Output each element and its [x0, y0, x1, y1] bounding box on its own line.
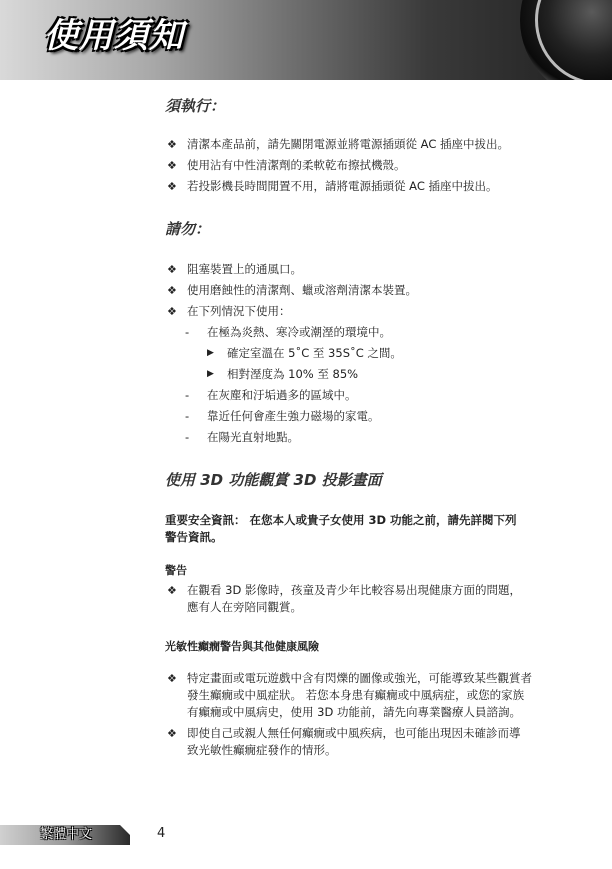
list-subitem: - 在灰塵和汙垢過多的區域中。	[185, 388, 357, 402]
diamond-bullet-icon: ❖	[167, 284, 177, 297]
list-item: ❖ 特定畫面或電玩遊戲中含有閃爍的圖像或強光，可能導致某些觀賞者 發生癲癇或中風症狀。 若您本身患有癲癇或中風病症，或您的家族 有癲癇或中風病史，使用 3D 功能前，請先向專業醫療人員諮詢。	[167, 671, 532, 719]
diamond-bullet-icon: ❖	[167, 180, 177, 193]
header-banner	[0, 0, 612, 80]
dash-bullet: -	[185, 430, 190, 444]
dash-bullet: -	[185, 388, 190, 402]
dash-bullet: -	[185, 325, 190, 339]
epilepsy-heading: 光敏性癲癇警告與其他健康風險	[165, 640, 319, 653]
footer-language-label: 繁體中文	[40, 827, 93, 842]
list-item: ❖ 若投影機長時間閒置不用，請將電源插頭從 AC 插座中拔出。	[167, 179, 498, 193]
list-item: ❖ 即使自己或親人無任何癲癇或中風疾病，也可能出現因未確診而導 致光敏性癲癇症發作的情形。	[167, 726, 521, 757]
diamond-bullet-icon: ❖	[167, 138, 177, 151]
section-heading-mustnot: 請勿：	[165, 220, 211, 238]
page-title: 使用須知	[44, 16, 184, 56]
list-item: ❖ 在觀看 3D 影像時，孩童及青少年比較容易出現健康方面的問題， 應有人在旁陪同觀賞。	[167, 583, 521, 614]
diamond-bullet-icon: ❖	[167, 584, 177, 597]
list-item: ❖ 阻塞裝置上的通風口。	[167, 262, 302, 276]
diamond-bullet-icon: ❖	[167, 159, 177, 172]
dash-bullet: -	[185, 409, 190, 423]
list-item: ❖ 清潔本產品前，請先關閉電源並將電源插頭從 AC 插座中拔出。	[167, 137, 510, 151]
diamond-bullet-icon: ❖	[167, 672, 177, 685]
diamond-bullet-icon: ❖	[167, 263, 177, 276]
content-area	[165, 96, 575, 759]
list-subitem: - 靠近任何會產生強力磁場的家電。	[185, 409, 380, 423]
list-subsubitem: ▶ 確定室溫在 5˚C 至 35S˚C 之間。	[207, 346, 402, 360]
arrow-bullet-icon: ▶	[207, 348, 214, 358]
safety-notice: 重要安全資訊： 在您本人或貴子女使用 3D 功能之前，請先詳閱下列 警告資訊。	[165, 513, 517, 544]
arrow-bullet-icon: ▶	[207, 369, 214, 379]
list-subitem: - 在極為炎熱、寒冷或潮溼的環境中。	[185, 325, 391, 339]
warning-label: 警告	[165, 564, 187, 577]
diamond-bullet-icon: ❖	[167, 305, 177, 318]
page-number: 4	[157, 826, 166, 841]
section-heading-must: 須執行：	[165, 97, 226, 115]
list-item: ❖ 使用沾有中性清潔劑的柔軟乾布擦拭機殼。	[167, 158, 406, 172]
list-subsubitem: ▶ 相對溼度為 10% 至 85%	[207, 367, 359, 381]
list-item: ❖ 在下列情況下使用：	[167, 304, 291, 318]
diamond-bullet-icon: ❖	[167, 727, 177, 740]
list-item: ❖ 使用磨蝕性的清潔劑、蠟或溶劑清潔本裝置。	[167, 283, 417, 297]
section-heading-3d: 使用 3D 功能觀賞 3D 投影畫面	[165, 471, 382, 489]
footer-tab-corner	[120, 825, 140, 845]
list-subitem: - 在陽光直射地點。	[185, 430, 299, 444]
